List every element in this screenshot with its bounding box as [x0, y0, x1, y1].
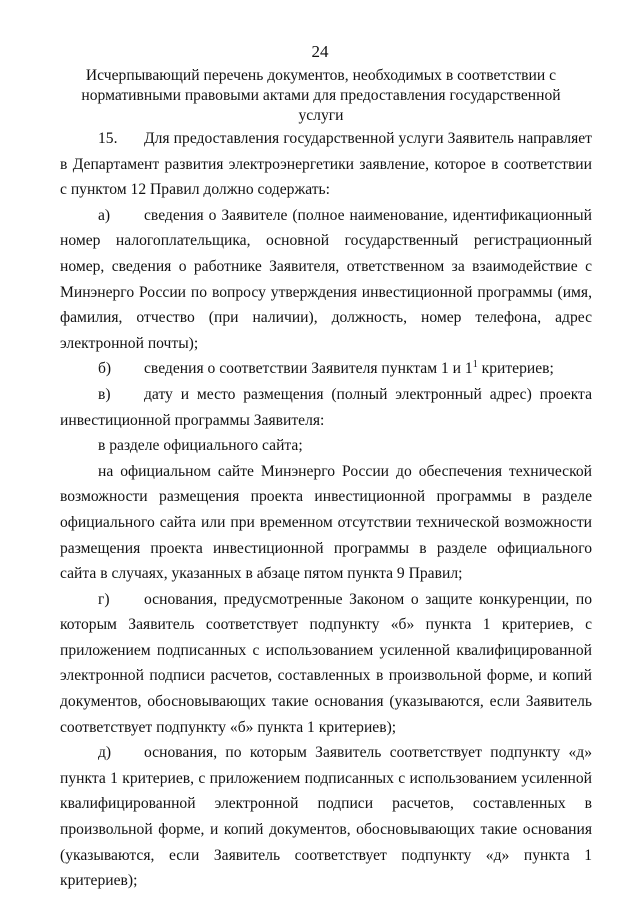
item-label: д)	[98, 744, 112, 762]
item-text: сведения о Заявителе (полное наименование, идентификационный номер налогоплательщика, основной государственный регистрационный номер, сведения о работнике Заявителя, ответственном за взаимодействие с Минэнерго России по вопросу утверждения инвестиционной программы (имя, фамилия, отчество (при наличии), должность, номер телефона, адрес электронной почты);	[60, 206, 592, 352]
item-d	[60, 740, 592, 894]
item-label: в)	[98, 385, 111, 403]
item-g	[60, 587, 592, 741]
item-text: основания, по которым Заявитель соответствует подпункту «д» пункта 1 критериев, с приложением подписанных с использованием усиленной квалифицированной электронной подписи расчетов, составленных в произвольной форме, и копий документов, обосновывающих такие основания (указываются, если Заявитель соответствует подпункту «д» пункта 1 критериев);	[60, 744, 592, 890]
paragraph-15	[60, 126, 592, 203]
item-b	[60, 356, 592, 382]
item-label: б)	[98, 360, 112, 378]
item-text: основания, предусмотренные Законом о защите конкуренции, по которым Заявитель соответствует подпункту «б» пункта 1 критериев, с приложением подписанных с использованием усиленной квалифицированной электронной подписи расчетов, составленных в произвольной форме, и копий документов, обосновывающих такие основания (указываются, если Заявитель соответствует подпункту «б» пункта 1 критериев);	[60, 590, 592, 736]
item-label: а)	[98, 206, 111, 224]
item-v-sub1: в разделе официального сайта;	[98, 437, 303, 455]
item-text: сведения о соответствии Заявителя пунктам 1 и 1	[144, 360, 473, 378]
paragraph-text: Для предоставления государственной услуги Заявитель направляет в Департамент развития электроэнергетики заявление, которое в соответствии с пунктом 12 Правил должно содержать:	[60, 130, 592, 199]
item-v-sub2: на официальном сайте Минэнерго России до обеспечения технической возможности размещения проекта инвестиционной программы в разделе официального сайта или при временном отсутствии технической возможности размещения проекта инвестиционной программы в разделе официального сайта в случаях, указанных в абзаце пятом пункта 9 Правил;	[60, 462, 592, 583]
superscript: 1	[472, 359, 478, 371]
item-text: дату и место размещения (полный электронный адрес) проекта инвестиционной программы Заявителя:	[60, 385, 592, 429]
section-title: Исчерпывающий перечень документов, необходимых в соответствии с нормативными правовыми актами для предоставления государственной услуги	[81, 67, 561, 124]
paragraph-number: 15.	[98, 130, 118, 147]
page-number: 24	[311, 42, 329, 61]
item-a	[60, 203, 592, 357]
item-v	[60, 382, 592, 433]
item-text-end: критериев;	[477, 360, 554, 378]
item-label: г)	[98, 590, 110, 608]
document-body	[60, 126, 592, 894]
